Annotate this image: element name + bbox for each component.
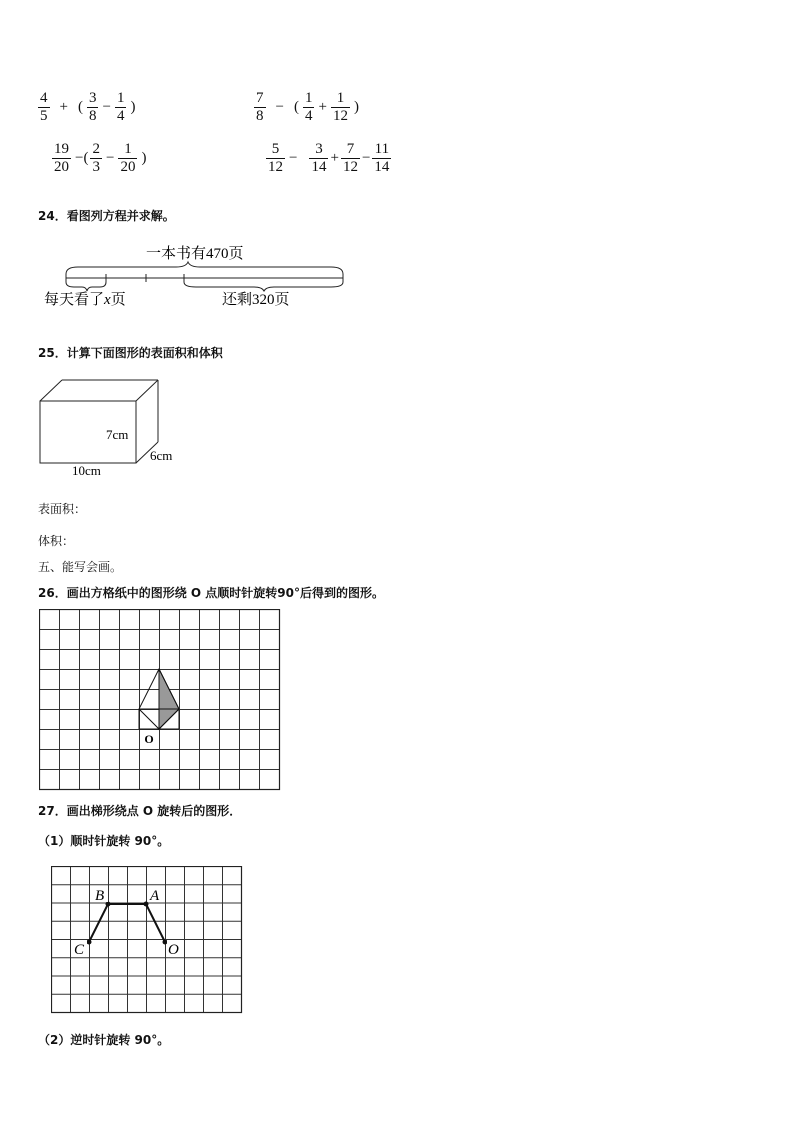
fraction: $\frac{1}{12}$ <box>332 90 348 124</box>
cuboid-figure <box>36 376 186 480</box>
fraction: $\frac{1}{20}$ <box>120 141 136 175</box>
question-25-title: 25．计算下面图形的表面积和体积 <box>38 346 223 360</box>
volume-label: 体积： <box>38 534 75 548</box>
rotation-grid-26 <box>39 609 282 792</box>
daily-label: 每天看了 <box>44 292 105 308</box>
question-24-title: 24．看图列方程并求解。 <box>38 209 175 223</box>
fraction: $\frac{3}{14}$ <box>311 141 327 175</box>
section-5-title: 五、能写会画。 <box>38 560 123 574</box>
fraction: $\frac{3}{8}$ <box>88 90 97 124</box>
fraction: $\frac{19}{20}$ <box>54 141 69 175</box>
vertex-a-label: A <box>150 888 160 904</box>
daily-brace <box>66 282 106 291</box>
fraction: $\frac{11}{14}$ <box>374 141 390 175</box>
trapezoid-grid-27 <box>51 866 246 1015</box>
fraction: $\frac{7}{12}$ <box>342 141 358 175</box>
depth-label: 6cm <box>150 448 173 463</box>
surface-area-label: 表面积： <box>38 502 87 516</box>
fraction: $\frac{1}{4}$ <box>116 90 125 124</box>
remaining-pages-label: 还剩320页 <box>222 292 290 308</box>
fraction: $\frac{4}{5}$ <box>40 90 48 124</box>
total-brace <box>66 262 343 274</box>
vertex-c-label: C <box>74 942 85 958</box>
svg-text:每天看了x页 <box>44 291 126 308</box>
point-o-label: O <box>144 732 154 746</box>
length-label: 10cm <box>72 463 101 478</box>
expression-4: $\frac{5}{12}$ − $\frac{3}{14}$ + $\frac{7}{12}$ − $\frac{11}{14}$ <box>268 141 390 175</box>
grid-lines <box>51 866 241 1012</box>
fraction: $\frac{7}{8}$ <box>256 90 264 124</box>
daily-unit: 页 <box>110 292 126 308</box>
expression-1: $\frac{4}{5}$ + ( $\frac{3}{8}$ − $\frac{1}{4}$ ) <box>40 90 136 124</box>
total-pages-label: 一本书有470页 <box>146 246 244 262</box>
vertex-b-label: B <box>95 888 105 904</box>
book-pages-diagram <box>36 238 356 313</box>
fraction: $\frac{2}{3}$ <box>92 141 100 175</box>
question-27-title: 27．画出梯形绕点 O 旋转后的图形． <box>38 804 242 818</box>
vertex-o-label: O <box>168 942 179 958</box>
question-27-part-1: （1）顺时针旋转 90°。 <box>38 834 170 848</box>
question-27-part-2: （2）逆时针旋转 90°。 <box>38 1033 170 1047</box>
question-26-title: 26．画出方格纸中的图形绕 O 点顺时针旋转90°后得到的图形。 <box>38 586 384 600</box>
height-label: 7cm <box>106 427 129 442</box>
fraction: $\frac{5}{12}$ <box>268 141 283 175</box>
expression-3: $\frac{19}{20}$ − ( $\frac{2}{3}$ − $\frac{1}{20}$ ) <box>54 141 147 175</box>
expression-2: $\frac{7}{8}$ − ( $\frac{1}{4}$ + $\frac{1}{12}$ ) <box>256 90 359 124</box>
shaded-triangle <box>159 669 179 729</box>
daily-variable: x <box>104 292 111 308</box>
fraction: $\frac{1}{4}$ <box>304 90 313 124</box>
remain-brace <box>184 282 343 291</box>
